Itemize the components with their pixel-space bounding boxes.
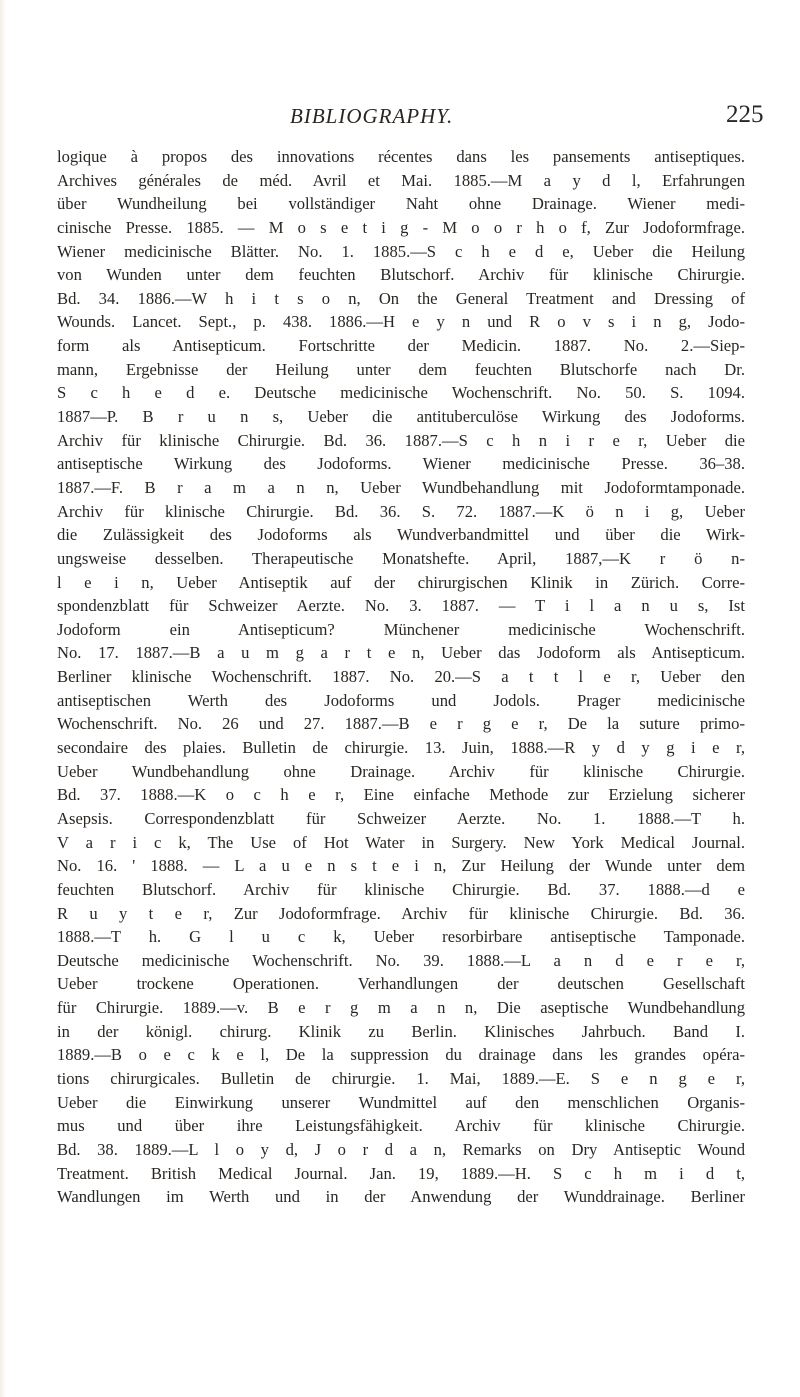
text-line: 1887—P. B r u n s, Ueber die antituberculöse Wirkung des Jodoforms. (57, 407, 745, 427)
page-header (0, 100, 800, 140)
text-line: mann, Ergebnisse der Heilung unter dem feuchten Blutschorfe nach Dr. (57, 359, 745, 379)
text-line: Ueber Wundbehandlung ohne Drainage. Archiv für klinische Chirurgie. (57, 761, 745, 781)
text-line: 1888.—T h. G l u c k, Ueber resorbirbare antiseptische Tamponade. (57, 927, 745, 947)
text-line: Deutsche medicinische Wochenschrift. No. 39. 1888.—L a n d e r e r, (57, 950, 745, 970)
text-line: No. 17. 1887.—B a u m g a r t e n, Ueber das Jodoform als Antisepticum. (57, 643, 745, 663)
text-line: tions chirurgicales. Bulletin de chirurgie. 1. Mai, 1889.—E. S e n g e r, (57, 1068, 745, 1088)
text-line: feuchten Blutschorf. Archiv für klinische Chirurgie. Bd. 37. 1888.—d e (57, 879, 745, 899)
text-line: von Wunden unter dem feuchten Blutschorf. Archiv für klinische Chirurgie. (57, 265, 745, 285)
text-line: Archiv für klinische Chirurgie. Bd. 36. 1887.—S c h n i r e r, Ueber die (57, 430, 745, 450)
text-line: Wiener medicinische Blätter. No. 1. 1885.—S c h e d e, Ueber die Heilung (57, 241, 745, 261)
running-head: BIBLIOGRAPHY. (290, 104, 454, 128)
text-line: Bd. 37. 1888.—K o c h e r, Eine einfache Methode zur Erzielung sicherer (57, 785, 745, 805)
text-line: für Chirurgie. 1889.—v. B e r g m a n n, Die aseptische Wundbehandlung (57, 998, 745, 1018)
text-line: Wochenschrift. No. 26 und 27. 1887.—B e r g e r, De la suture primo- (57, 714, 745, 734)
text-line: V a r i c k, The Use of Hot Water in Surgery. New York Medical Journal. (57, 832, 745, 852)
text-line: mus und über ihre Leistungsfähigkeit. Archiv für klinische Chirurgie. (57, 1116, 745, 1136)
text-line: antiseptischen Werth des Jodoforms und Jodols. Prager medicinische (57, 690, 745, 710)
text-line: Bd. 34. 1886.—W h i t s o n, On the General Treatment and Dressing of (57, 288, 745, 308)
text-line: cinische Presse. 1885. — M o s e t i g - M o o r h o f, Zur Jodoformfrage. (57, 217, 745, 237)
text-line: Archiv für klinische Chirurgie. Bd. 36. S. 72. 1887.—K ö n i g, Ueber (57, 501, 745, 521)
text-line: Ueber trockene Operationen. Verhandlungen der deutschen Gesellschaft (57, 974, 745, 994)
text-line: S c h e d e. Deutsche medicinische Wochenschrift. No. 50. S. 1094. (57, 383, 745, 403)
text-line: Archives générales de méd. Avril et Mai. 1885.—M a y d l, Erfahrungen (57, 170, 745, 190)
text-line: l e i n, Ueber Antiseptik auf der chirurgischen Klinik in Zürich. Corre- (57, 572, 745, 592)
text-line: Wandlungen im Werth und in der Anwendung der Wunddrainage. Berliner (57, 1187, 745, 1207)
text-line: Wounds. Lancet. Sept., p. 438. 1886.—H e y n und R o v s i n g, Jodo- (57, 312, 745, 332)
text-line: 1889.—B o e c k e l, De la suppression du drainage dans les grandes opéra- (57, 1045, 745, 1065)
text-line: Jodoform ein Antisepticum? Münchener medicinische Wochenschrift. (57, 619, 745, 639)
bibliography-text (57, 145, 745, 1209)
text-line: ungsweise desselben. Therapeutische Monatshefte. April, 1887,—K r ö n- (57, 548, 745, 568)
text-line: über Wundheilung bei vollständiger Naht ohne Drainage. Wiener medi- (57, 194, 745, 214)
text-line: Ueber die Einwirkung unserer Wundmittel auf den menschlichen Organis- (57, 1092, 745, 1112)
text-line: logique à propos des innovations récentes dans les pansements antiseptiques. (57, 147, 745, 166)
text-line: R u y t e r, Zur Jodoformfrage. Archiv für klinische Chirurgie. Bd. 36. (57, 903, 745, 923)
text-line: No. 16. ' 1888. — L a u e n s t e i n, Zur Heilung der Wunde unter dem (57, 856, 745, 876)
text-line: form als Antisepticum. Fortschritte der Medicin. 1887. No. 2.—Siep- (57, 336, 745, 356)
page-edge-shadow (0, 0, 6, 1397)
page-number: 225 (726, 101, 764, 128)
text-line: in der königl. chirurg. Klinik zu Berlin. Klinisches Jahrbuch. Band I. (57, 1021, 745, 1041)
text-line: Treatment. British Medical Journal. Jan. 19, 1889.—H. S c h m i d t, (57, 1163, 745, 1183)
text-line: 1887.—F. B r a m a n n, Ueber Wundbehandlung mit Jodoformtamponade. (57, 477, 745, 497)
text-line: antiseptische Wirkung des Jodoforms. Wiener medicinische Presse. 36–38. (57, 454, 745, 474)
text-line: Asepsis. Correspondenzblatt für Schweizer Aerzte. No. 1. 1888.—T h. (57, 808, 745, 828)
text-line: Bd. 38. 1889.—L l o y d, J o r d a n, Remarks on Dry Antiseptic Wound (57, 1139, 745, 1159)
text-line: spondenzblatt für Schweizer Aerzte. No. 3. 1887. — T i l a n u s, Ist (57, 596, 745, 616)
text-line: Berliner klinische Wochenschrift. 1887. No. 20.—S a t t l e r, Ueber den (57, 667, 745, 687)
text-line: die Zulässigkeit des Jodoforms als Wundverbandmittel und über die Wirk- (57, 525, 745, 545)
text-line: secondaire des plaies. Bulletin de chirurgie. 13. Juin, 1888.—R y d y g i e r, (57, 738, 745, 758)
